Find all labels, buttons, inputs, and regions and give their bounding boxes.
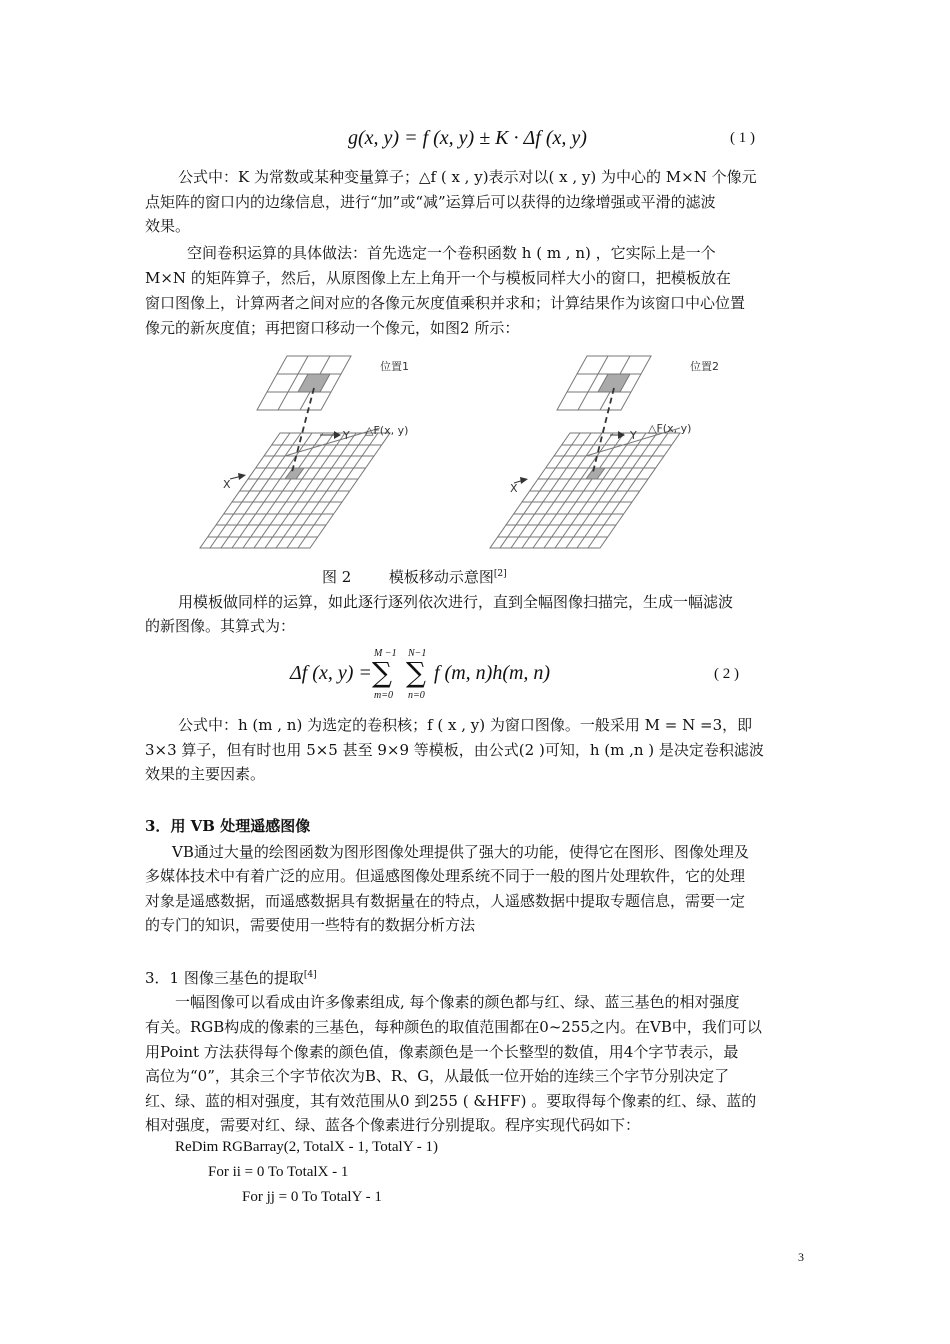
section-3-1-heading bbox=[145, 963, 317, 990]
figure-left-panel bbox=[200, 356, 390, 548]
para1-line-3: 效果。 bbox=[145, 217, 191, 235]
delta-f-label-1: △F(x, y) bbox=[365, 424, 409, 437]
equation-1-lhs: g(x, y) bbox=[348, 127, 400, 149]
position-2-label: 位置2 bbox=[690, 360, 719, 373]
figure-2-template-move bbox=[190, 348, 750, 558]
para2-line-2: M×N 的矩阵算子，然后，从原图像上左上角开一个与模板同样大小的窗口，把模板放在 bbox=[145, 269, 731, 287]
sum-2-sigma: ∑ bbox=[406, 656, 426, 689]
para4-line-1: 公式中：h (m , n) 为选定的卷积核；f ( x , y) 为窗口图像。一般采用 M = N =3，即 bbox=[178, 716, 753, 734]
para3-line-1: 用模板做同样的运算，如此逐行逐列依次进行，直到全幅图像扫描完，生成一幅滤波 bbox=[178, 593, 734, 611]
figure-caption-text: 模板移动示意图 bbox=[388, 568, 494, 586]
section31-line-4: 高位为“0”，其余三个字节依次为B、R、G，从最低一位开始的连续三个字节分别决定了 bbox=[145, 1067, 730, 1085]
figure-caption-ref: [2] bbox=[493, 569, 507, 579]
axis-x-label-1: X bbox=[223, 478, 231, 491]
section31-line-1: 一幅图像可以看成由许多像素组成, 每个像素的颜色都与红、绿、蓝三基色的相对强度 bbox=[175, 993, 740, 1011]
para4-line-3: 效果的主要因素。 bbox=[145, 765, 266, 783]
figure-caption-number: 图 2 bbox=[322, 568, 352, 586]
para2-line-4: 像元的新灰度值；再把窗口移动一个像元，如图2 所示： bbox=[145, 319, 520, 337]
position-1-label: 位置1 bbox=[380, 360, 409, 373]
code-line-1: ReDim RGBarray(2, TotalX - 1, TotalY - 1) bbox=[175, 1139, 438, 1155]
figure-2-caption bbox=[322, 566, 507, 587]
para2-line-1: 空间卷积运算的具体做法：首先选定一个卷积函数 h ( m , n) ，它实际上是一个 bbox=[187, 244, 716, 262]
sum-1-lower: m=0 bbox=[374, 690, 393, 701]
code-line-3: For jj = 0 To TotalY - 1 bbox=[242, 1189, 382, 1205]
sum-1-upper: M −1 bbox=[374, 648, 397, 659]
equation-2-lhs: Δf (x, y) = bbox=[290, 662, 372, 684]
equation-1 bbox=[348, 127, 587, 150]
section-3-heading bbox=[145, 814, 310, 838]
para1-line-1: 公式中：K 为常数或某种变量算子；△f ( x , y)表示对以( x , y) 为中心的 M×N 个像元 bbox=[178, 168, 757, 186]
sum-2-lower: n=0 bbox=[408, 690, 425, 701]
section31-line-3: 用Point 方法获得每个像素的颜色值，像素颜色是一个长整型的数值，用4个字节表示，最 bbox=[145, 1043, 739, 1061]
section3-line-3: 对象是遥感数据，而遥感数据具有数据量在的特点，人遥感数据中提取专题信息，需要一定 bbox=[145, 892, 746, 910]
section-3-number: 3． bbox=[145, 817, 171, 835]
delta-f-label-2: △F(x, y) bbox=[648, 422, 692, 435]
x-axis-arrow-icon bbox=[520, 477, 528, 484]
image-grid-2 bbox=[490, 428, 680, 548]
para3-line-2: 的新图像。其算式为： bbox=[145, 617, 296, 635]
axis-y-label-1: Y bbox=[343, 429, 350, 442]
page-number: 3 bbox=[798, 1250, 804, 1264]
equation-2 bbox=[290, 648, 590, 704]
sum-1-sigma: ∑ bbox=[372, 656, 392, 689]
axis-x-label-2: X bbox=[510, 482, 518, 495]
equation-1-number: ( 1 ) bbox=[730, 130, 755, 146]
section-3-1-title: 3．1 图像三基色的提取 bbox=[145, 969, 304, 987]
section3-line-2: 多媒体技术中有着广泛的应用。但遥感图像处理系统不同于一般的图片处理软件，它的处理 bbox=[145, 867, 746, 885]
para2-line-3: 窗口图像上，计算两者之间对应的各像元灰度值乘积并求和；计算结果作为该窗口中心位置 bbox=[145, 294, 746, 312]
section-3-title: 用 VB 处理遥感图像 bbox=[170, 817, 311, 835]
section31-line-6: 相对强度，需要对红、绿、蓝各个像素进行分别提取。程序实现代码如下： bbox=[145, 1116, 641, 1134]
section3-line-1: VB通过大量的绘图函数为图形图像处理提供了强大的功能，使得它在图形、图像处理及 bbox=[172, 843, 749, 861]
equation-2-number: ( 2 ) bbox=[714, 666, 739, 682]
para4-line-2: 3×3 算子，但有时也用 5×5 甚至 9×9 等模板，由公式(2 )可知，h (m ,n ) 是决定卷积滤波 bbox=[145, 741, 764, 759]
template-grid-2 bbox=[557, 356, 651, 410]
section3-line-4: 的专门的知识，需要使用一些特有的数据分析方法 bbox=[145, 916, 476, 934]
x-axis-arrow-icon bbox=[238, 473, 246, 480]
section31-line-5: 红、绿、蓝的相对强度，其有效范围从0 到255 ( &HFF) 。要取得每个像素的红、绿、蓝的 bbox=[145, 1092, 757, 1110]
para1-line-2: 点矩阵的窗口内的边缘信息，进行“加”或“减”运算后可以获得的边缘增强或平滑的滤波 bbox=[145, 193, 716, 211]
code-line-2: For ii = 0 To TotalX - 1 bbox=[208, 1164, 349, 1180]
equation-2-body: f (m, n)h(m, n) bbox=[434, 662, 551, 684]
axis-y-label-2: Y bbox=[630, 429, 637, 442]
sum-2-upper: N−1 bbox=[408, 648, 427, 659]
section31-line-2: 有关。RGB构成的像素的三基色，每种颜色的取值范围都在0~255之内。在VB中，我们可以 bbox=[145, 1018, 762, 1036]
template-grid-1 bbox=[257, 356, 351, 410]
equation-1-rhs: = f (x, y) ± K · Δf (x, y) bbox=[404, 127, 587, 149]
figure-right-panel bbox=[490, 356, 680, 548]
section-3-1-ref: [4] bbox=[303, 970, 317, 980]
